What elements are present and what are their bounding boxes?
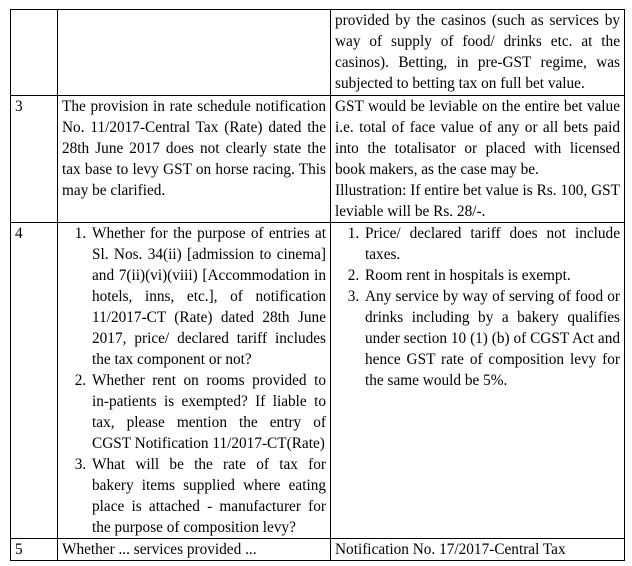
- clarification-cell: [331, 539, 625, 561]
- issue-cell: [58, 10, 331, 96]
- clarification-cell: [331, 10, 625, 96]
- issue-item: 3. What will be the rate of tax for bakery items supplied where eating place is attached - manufacturer for the purpose of composition levy?: [90, 454, 326, 538]
- table-row: [11, 10, 625, 96]
- clarification-cell: [331, 96, 625, 223]
- clarification-table: [10, 9, 625, 561]
- issue-cell: The provision in rate schedule notification No. 11/2017-Central Tax (Rate) dated the 28th June 2017 does not clearly state the tax base to levy GST on horse racing. This may be clarified.: [58, 96, 331, 223]
- clarification-text: provided by the casinos (such as services by way of supply of food/ drinks etc. at the casinos). Betting, in pre-GST regime, was subjected to betting tax on full bet value.: [335, 12, 620, 92]
- issue-cell: [58, 223, 331, 539]
- clarification-item: 1. Price/ declared tariff does not include taxes.: [363, 223, 620, 265]
- serial-cell: [11, 10, 58, 96]
- issue-cell: Whether ... services provided ...: [58, 539, 331, 561]
- illustration-text: Illustration: If entire bet value is Rs. 100, GST leviable will be Rs. 28/-.: [335, 182, 620, 220]
- serial-cell: 5: [11, 539, 58, 561]
- table-row: [11, 96, 625, 223]
- clarification-item: 2. Room rent in hospitals is exempt.: [363, 265, 620, 286]
- issue-item: 1. Whether for the purpose of entries at Sl. Nos. 34(ii) [admission to cinema] and 7(ii)(vi)(viii) [Accommodation in hotels, inns, etc.], of notification 11/2017-CT (Rate) dated 28th June 2017, price/ declared tariff includes the tax component or not?: [90, 223, 326, 370]
- clarification-item: 3. Any service by way of serving of food or drinks including by a bakery qualifies under section 10 (1) (b) of CGST Act and hence GST rate of composition levy for the same would be 5%.: [363, 286, 620, 391]
- clarification-text: Notification No. 17/2017-Central Tax: [335, 541, 566, 558]
- table-row: [11, 223, 625, 539]
- table-row: [11, 539, 625, 561]
- issue-item: 2. Whether rent on rooms provided to in-patients is exempted? If liable to tax, please mention the entry of CGST Notification 11/2017-CT(Rate): [90, 370, 326, 454]
- serial-cell: 4: [11, 223, 58, 539]
- serial-cell: 3: [11, 96, 58, 223]
- clarification-text: GST would be leviable on the entire bet value i.e. total of face value of any or all bets paid into the totalisator or placed with licensed book makers, as the case may be.: [335, 98, 620, 178]
- clarification-cell: [331, 223, 625, 539]
